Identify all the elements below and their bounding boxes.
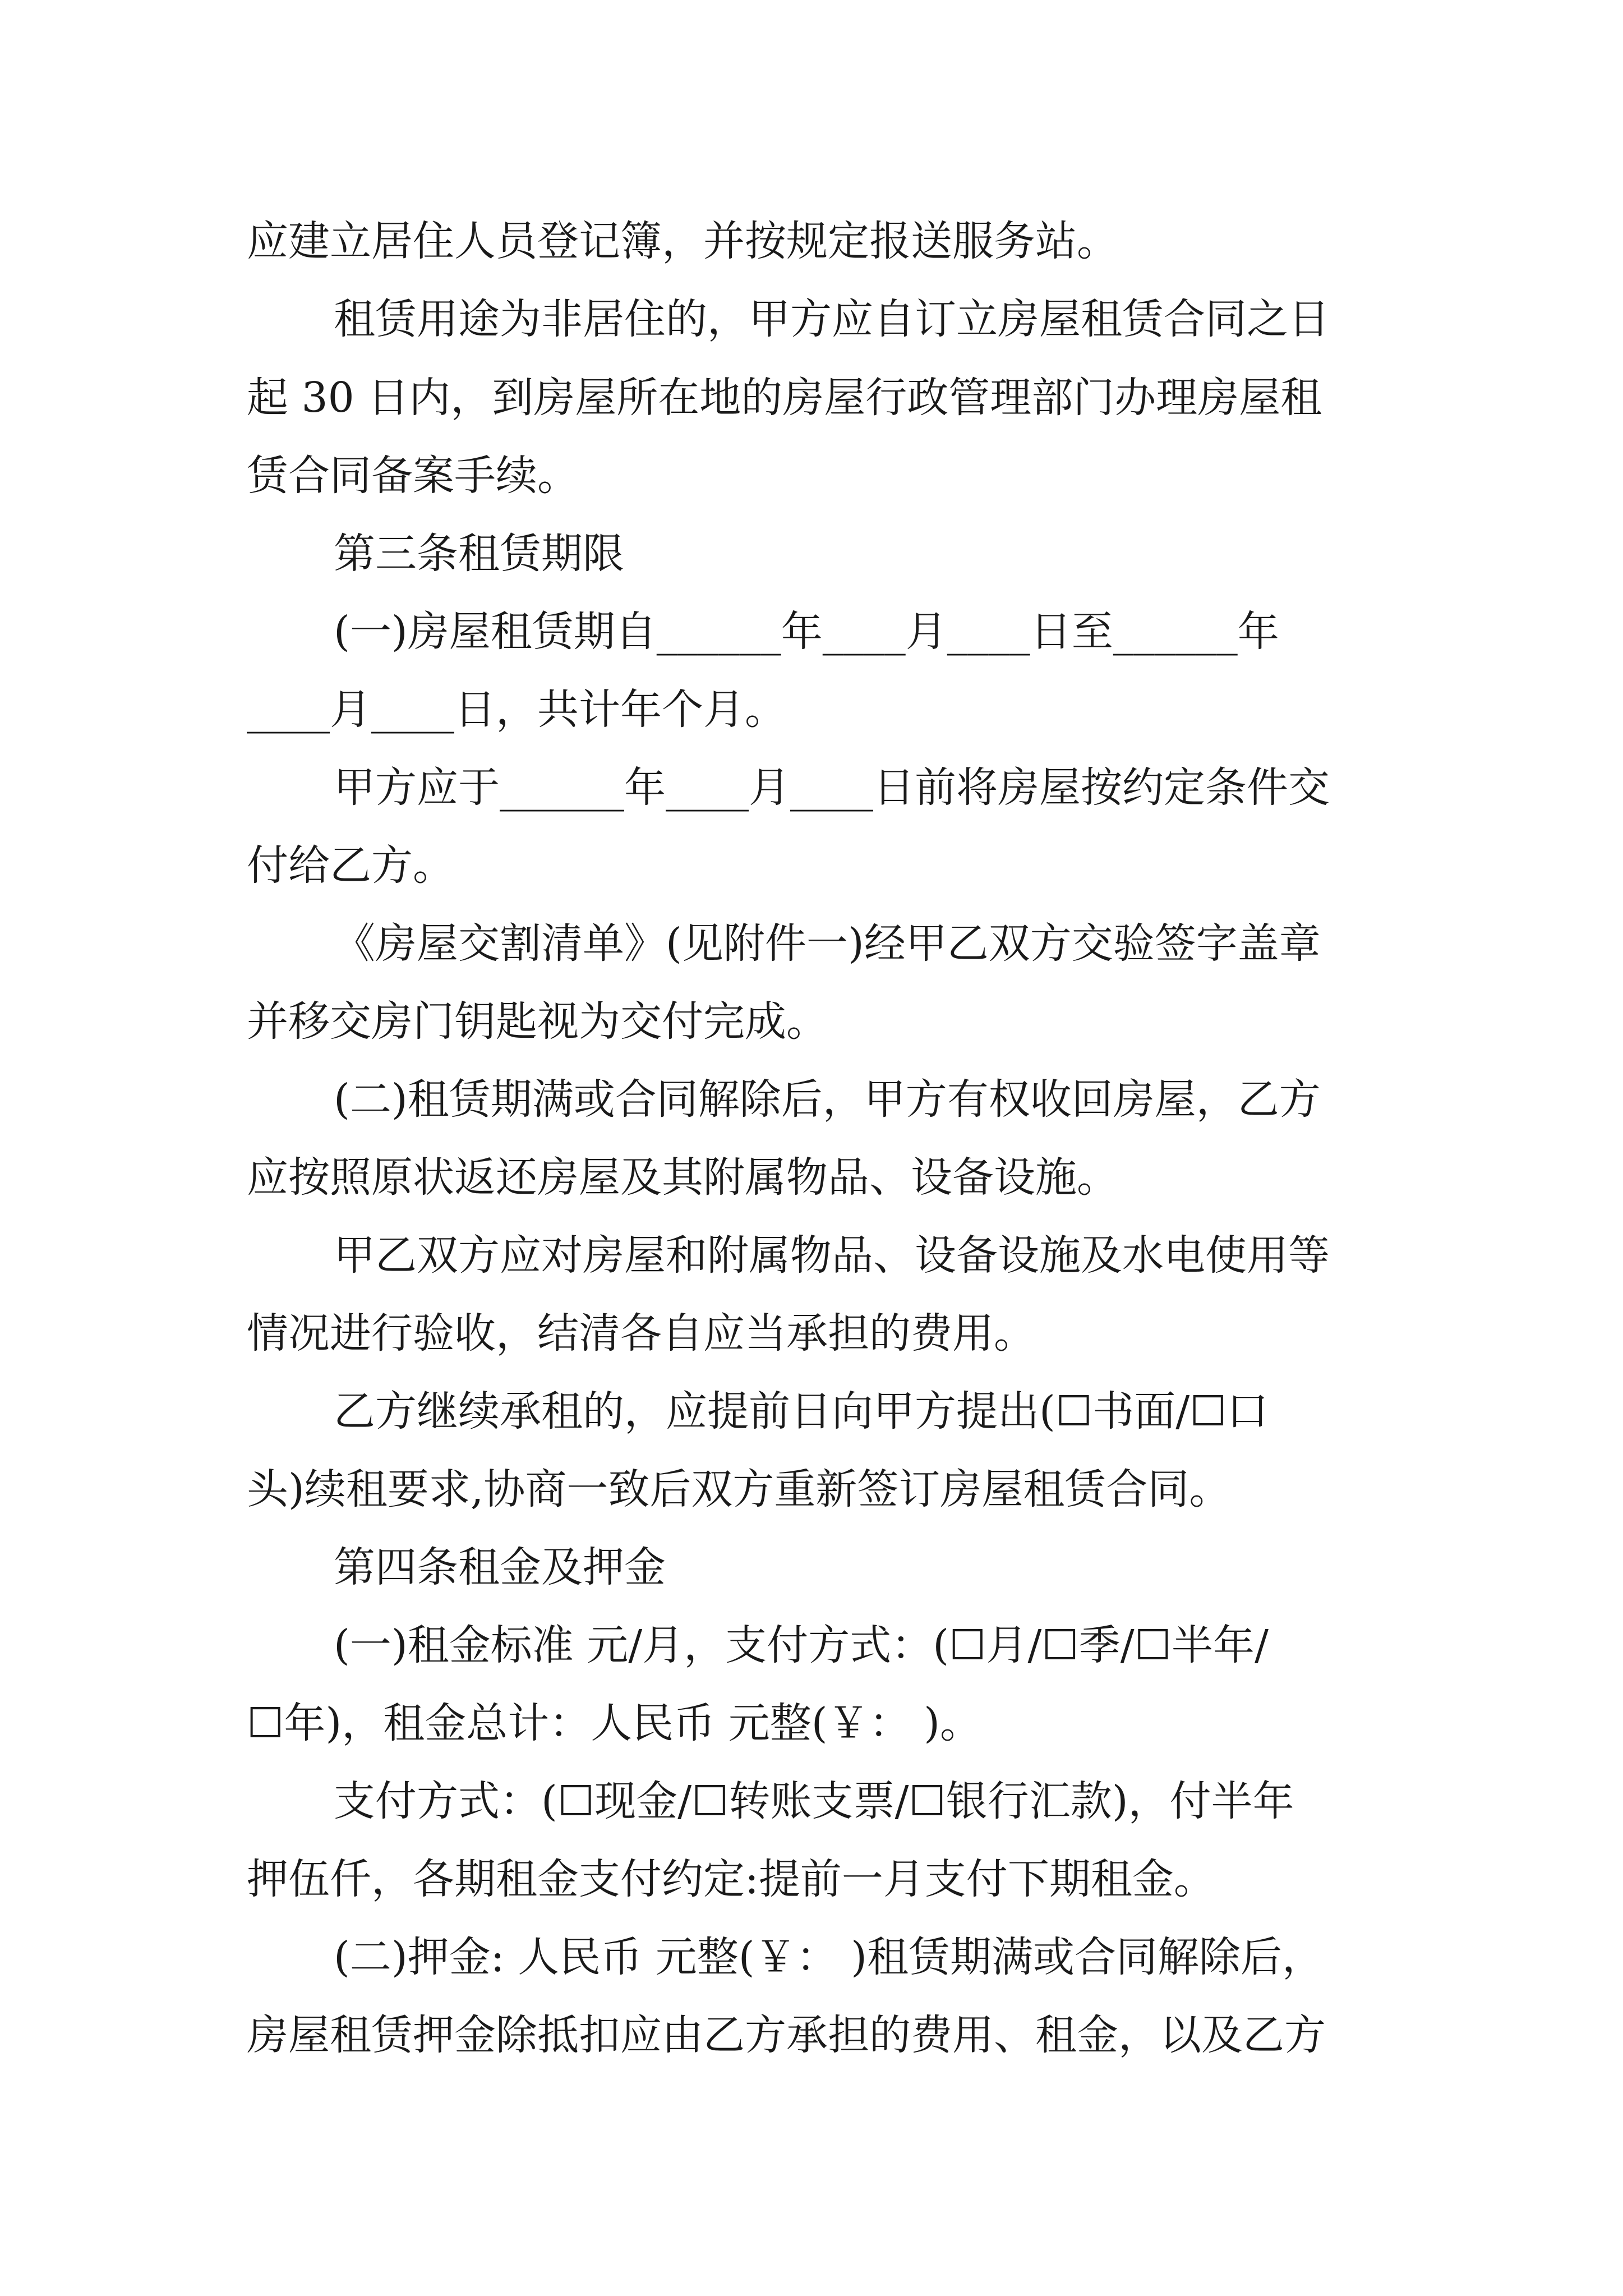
text-line: ____月____日，共计年个月。 xyxy=(247,685,786,734)
text-line: (一)房屋租赁期自______年____月____日至______年 xyxy=(334,608,1279,656)
text-line: 并移交房门钥匙视为交付完成。 xyxy=(247,997,828,1046)
text-line: 付给乙方。 xyxy=(247,841,454,890)
text-line: 情况进行验收，结清各自应当承担的费用。 xyxy=(247,1309,1035,1358)
text-line: 押伍仟，各期租金支付约定:提前一月支付下期租金。 xyxy=(247,1855,1215,1903)
text-line: 乙方继续承租的，应提前日向甲方提出(☐书面/☐口 xyxy=(334,1387,1269,1435)
text-line: 支付方式：(☐现金/☐转账支票/☐银行汇款)，付半年 xyxy=(334,1777,1294,1825)
text-line: 租赁用途为非居住的，甲方应自订立房屋租赁合同之日 xyxy=(334,295,1330,343)
text-line: 房屋租赁押金除抵扣应由乙方承担的费用、租金，以及乙方 xyxy=(247,2011,1326,2059)
text-line: 头)续租要求,协商一致后双方重新签订房屋租赁合同。 xyxy=(247,1465,1231,1513)
text-line: 应按照原状返还房屋及其附属物品、设备设施。 xyxy=(247,1153,1118,1202)
text-line: 甲方应于______年____月____日前将房屋按约定条件交 xyxy=(334,763,1330,812)
text-line: ☐年)，租金总计：人民币 元整(￥： )。 xyxy=(247,1699,981,1747)
text-line: (一)租金标准 元/月，支付方式：(☐月/☐季/☐半年/ xyxy=(334,1621,1269,1669)
text-line: (二)押金: 人民币 元整(￥： )租赁期满或合同解除后， xyxy=(334,1933,1324,1981)
text-line: 起 30 日内，到房屋所在地的房屋行政管理部门办理房屋租 xyxy=(247,374,1322,422)
text-line: 赁合同备案手续。 xyxy=(247,452,579,500)
text-line: 《房屋交割清单》(见附件一)经甲乙双方交验签字盖章 xyxy=(334,919,1321,968)
text-line: 甲乙双方应对房屋和附属物品、设备设施及水电使用等 xyxy=(334,1231,1330,1280)
text-line: 应建立居住人员登记簿，并按规定报送服务站。 xyxy=(247,217,1118,265)
section-heading: 第四条租金及押金 xyxy=(334,1543,666,1591)
text-line: (二)租赁期满或合同解除后，甲方有权收回房屋，乙方 xyxy=(334,1075,1321,1124)
section-heading: 第三条租赁期限 xyxy=(334,530,624,578)
